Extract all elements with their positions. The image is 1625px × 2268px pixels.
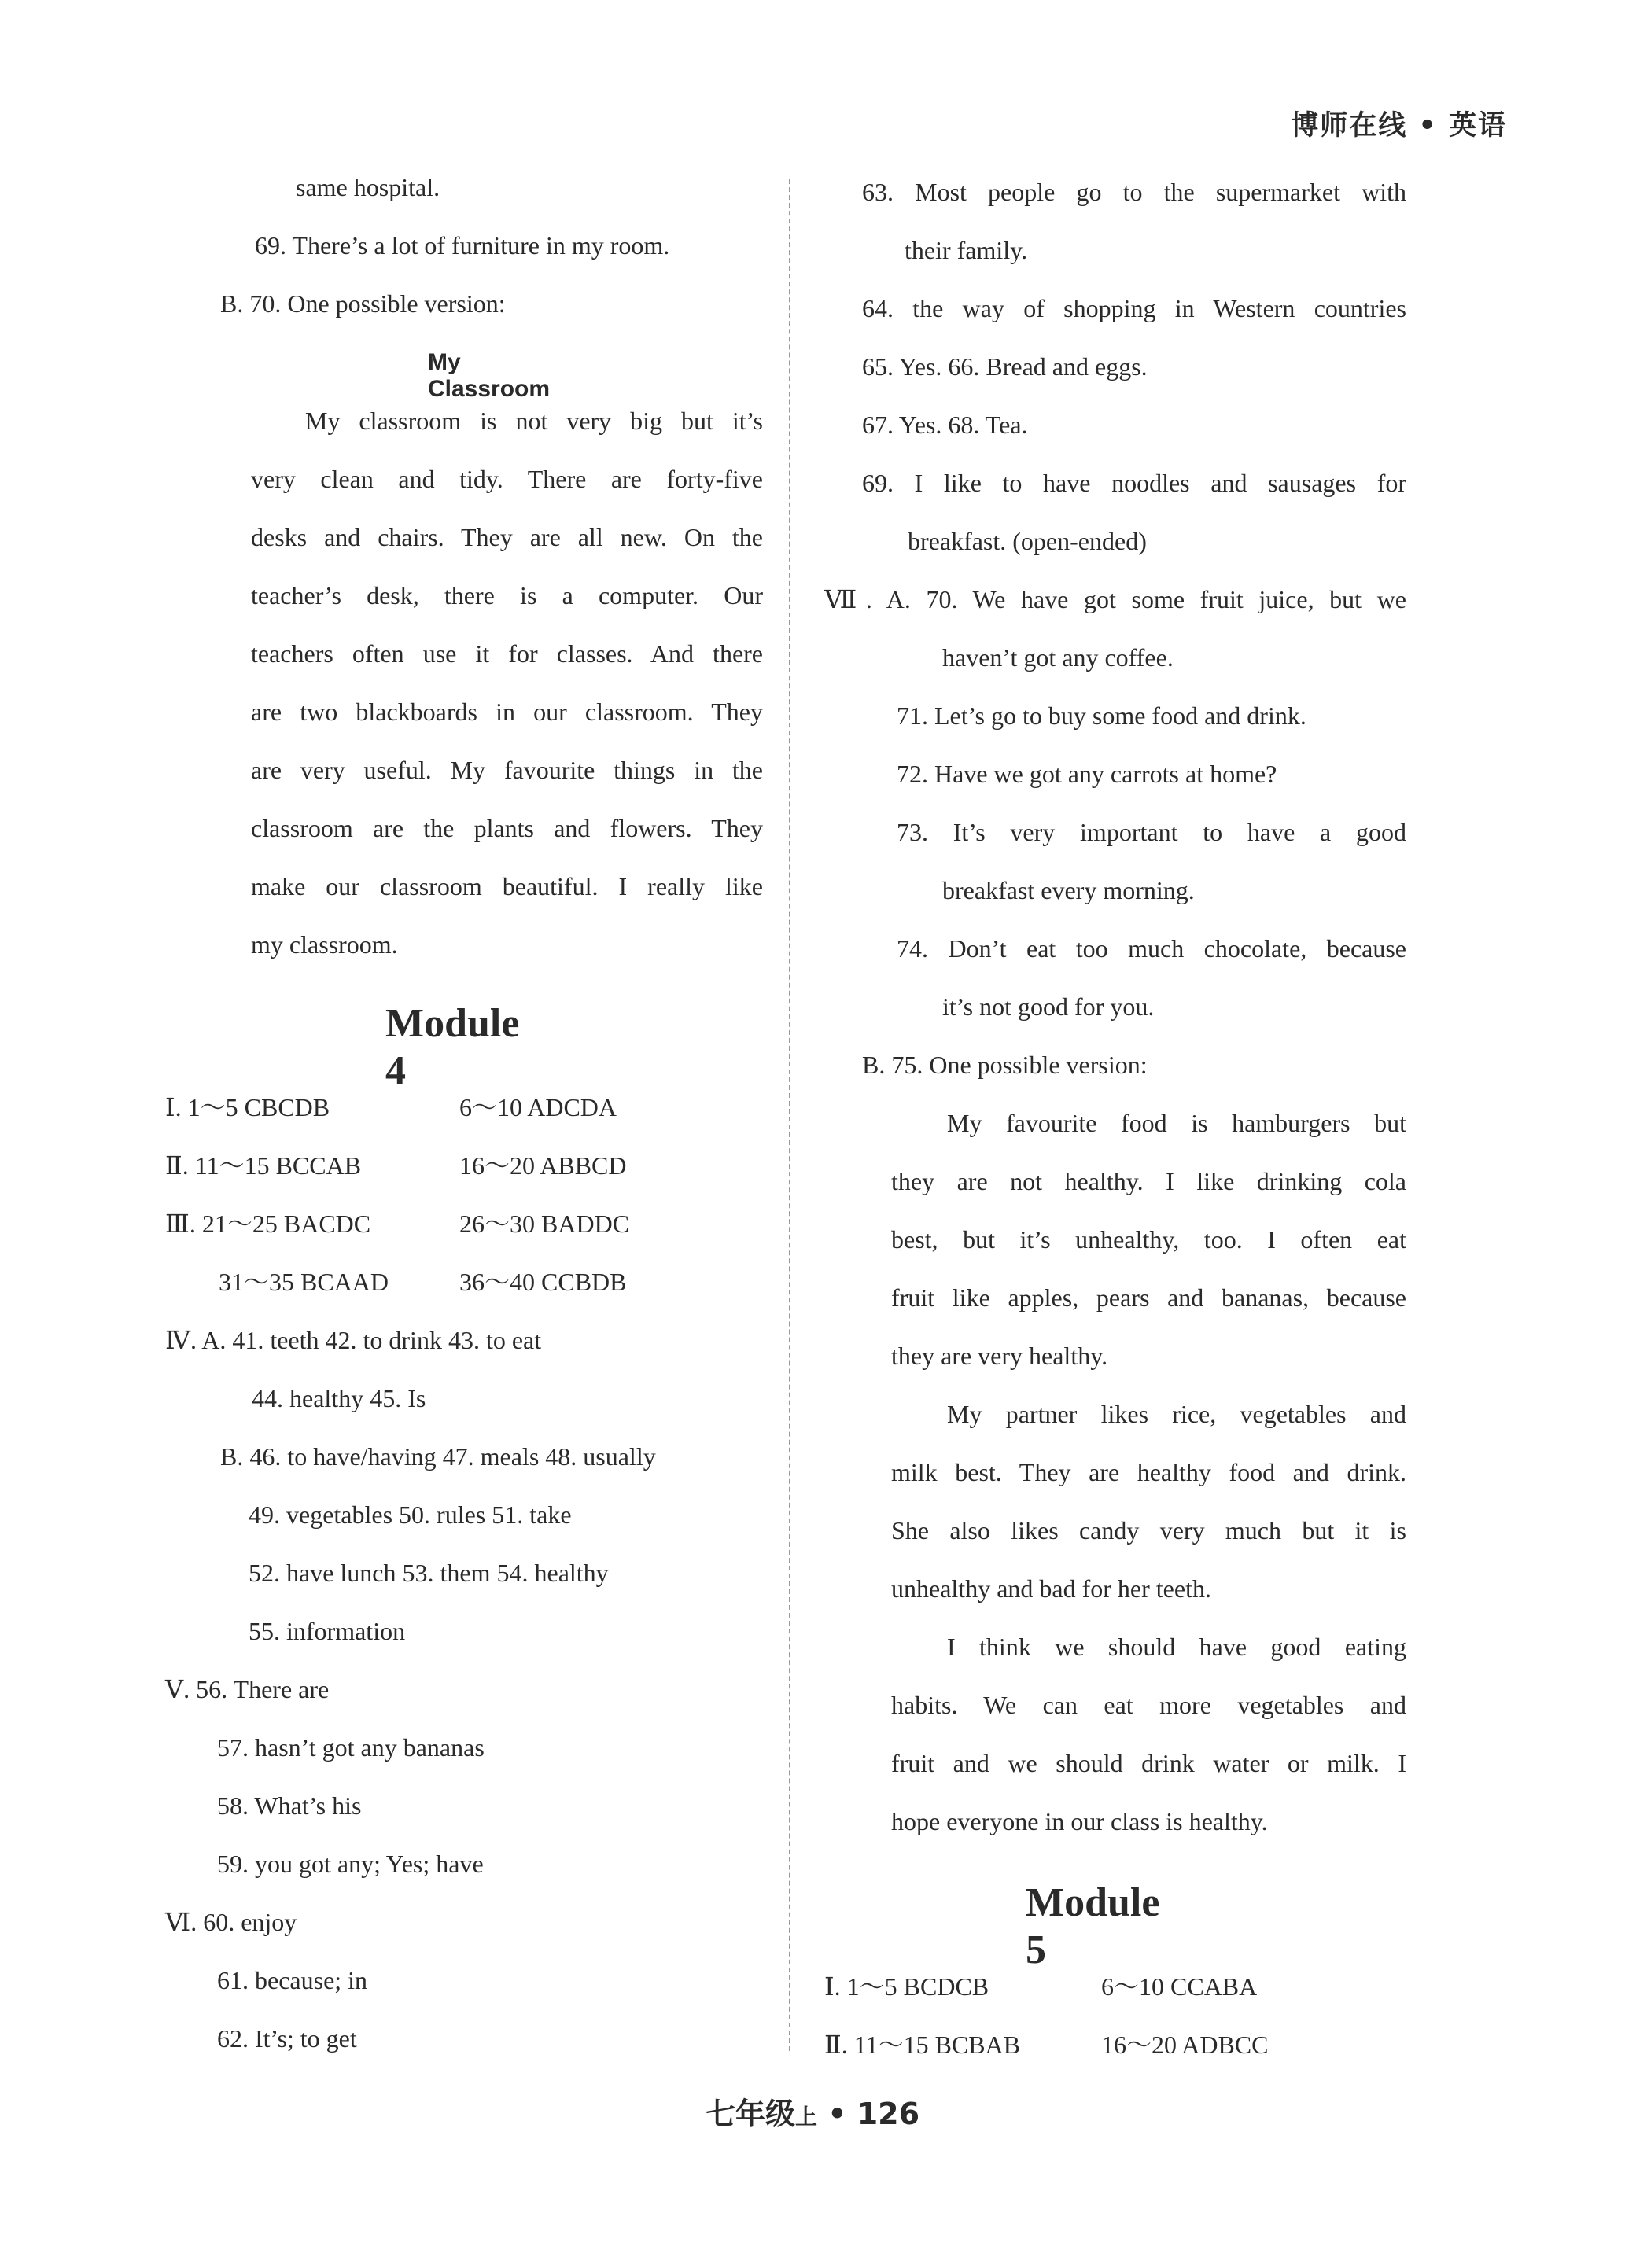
answer-row: 26～30 BADDC [459,1209,630,1238]
answer-row: 49. vegetables 50. rules 51. take [249,1500,572,1529]
essay-line: fruit and we should drink water or milk. I [891,1749,1406,1777]
essay-line: my classroom. [251,930,398,959]
answer-row: 16～20 ABBCD [459,1151,627,1180]
answer-row: 44. healthy 45. Is [252,1384,426,1412]
answer-69: 69. There’s a lot of furniture in my room. [255,231,670,260]
essay-line: teacher’s desk, there is a computer. Our [251,581,763,609]
answer-row: Ⅴ. 56. There are [165,1675,330,1703]
answer-row: 36～40 CCBDB [459,1268,627,1296]
answer-row: 6～10 ADCDA [459,1093,617,1121]
answer-72: 72. Have we got any carrots at home? [897,760,1277,788]
subject-name: 英语 [1448,109,1507,142]
essay-line: they are not healthy. I like drinking cola [891,1167,1406,1195]
answer-69: 69. I like to have noodles and sausages for [862,469,1406,497]
essay-line: She also likes candy very much but it is [891,1516,1406,1545]
answer-63: 63. Most people go to the supermarket with [862,178,1406,206]
answer-row: B. 46. to have/having 47. meals 48. usually [220,1442,656,1471]
answer-74: 74. Don’t eat too much chocolate, because [897,934,1406,963]
answer-70-cont: haven’t got any coffee. [942,643,1174,672]
answer-row: Ⅲ. 21～25 BACDC [165,1209,371,1238]
module-4-title: Module 4 [385,1001,520,1093]
answer-row: Ⅱ. 11～15 BCBAB [824,2031,1021,2059]
essay-line: unhealthy and bad for her teeth. [891,1574,1211,1603]
module-5-title: Module 5 [1026,1880,1160,1972]
essay-line: classroom are the plants and flowers. They [251,814,763,842]
page-footer [0,2089,1625,2133]
essay-line: milk best. They are healthy food and drink. [891,1458,1406,1486]
essay-line: make our classroom beautiful. I really like [251,872,763,900]
column-divider [789,179,790,2051]
answer-row: 61. because; in [217,1966,368,1994]
answer-74-cont: it’s not good for you. [942,992,1155,1021]
essay-line: they are very healthy. [891,1342,1108,1370]
essay-line: desks and chairs. They are all new. On the [251,523,763,551]
essay-line: hope everyone in our class is healthy. [891,1807,1268,1835]
answer-b75: B. 75. One possible version: [862,1051,1148,1079]
essay-line: habits. We can eat more vegetables and [891,1691,1406,1719]
footer-dot: • [827,2097,847,2131]
grade-label: 七年级 [705,2097,795,2131]
brand-name: 博师在线 [1291,109,1408,142]
answer-b70: B. 70. One possible version: [220,289,506,318]
page-number: 126 [857,2097,920,2131]
essay-line: best, but it’s unhealthy, too. I often eat [891,1225,1406,1254]
answer-63-cont: their family. [905,236,1028,264]
answer-row: 31～35 BCAAD [219,1268,389,1296]
answer-71: 71. Let’s go to buy some food and drink. [897,701,1306,730]
answer-row: 59. you got any; Yes; have [217,1850,484,1878]
essay-line: My partner likes rice, vegetables and [947,1400,1406,1428]
essay-title: My Classroom [428,349,551,402]
answer-67-68: 67. Yes. 68. Tea. [862,411,1028,439]
header-dot: • [1418,109,1438,142]
text-line: same hospital. [296,173,440,201]
answer-73: 73. It’s very important to have a good [897,818,1406,846]
essay-line: My favourite food is hamburgers but [947,1109,1406,1137]
essay-line: teachers often use it for classes. And there [251,639,763,668]
answer-row: Ⅳ. A. 41. teeth 42. to drink 43. to eat [165,1326,542,1354]
answer-70: Ⅶ. A. 70. We have got some fruit juice, but we [824,585,1406,613]
answer-row: Ⅰ. 1～5 CBCDB [165,1093,330,1121]
essay-line: fruit like apples, pears and bananas, because [891,1283,1406,1312]
answer-row: 57. hasn’t got any bananas [217,1733,485,1762]
essay-line: are two blackboards in our classroom. They [251,698,763,726]
answer-row: 55. information [249,1617,406,1645]
answer-row: Ⅵ. 60. enjoy [165,1908,297,1936]
answer-69-cont: breakfast. (open-ended) [908,527,1147,555]
answer-row: Ⅱ. 11～15 BCCAB [165,1151,362,1180]
answer-row: 58. What’s his [217,1791,362,1820]
answer-row: 62. It’s; to get [217,2024,357,2053]
essay-line: very clean and tidy. There are forty-five [251,465,763,493]
answer-row: Ⅰ. 1～5 BCDCB [824,1972,989,2001]
answer-73-cont: breakfast every morning. [942,876,1195,904]
answer-row: 6～10 CCABA [1101,1972,1258,2001]
answer-row: 16～20 ADBCC [1101,2031,1269,2059]
essay-line: are very useful. My favourite things in the [251,756,763,784]
essay-line: I think we should have good eating [947,1633,1406,1661]
essay-line: My classroom is not very big but it’s [305,407,763,435]
answer-65-66: 65. Yes. 66. Bread and eggs. [862,352,1148,381]
term-label: 上 [794,2104,817,2130]
page-header [1291,104,1507,143]
answer-row: 52. have lunch 53. them 54. healthy [249,1559,609,1587]
answer-64: 64. the way of shopping in Western countries [862,294,1406,322]
